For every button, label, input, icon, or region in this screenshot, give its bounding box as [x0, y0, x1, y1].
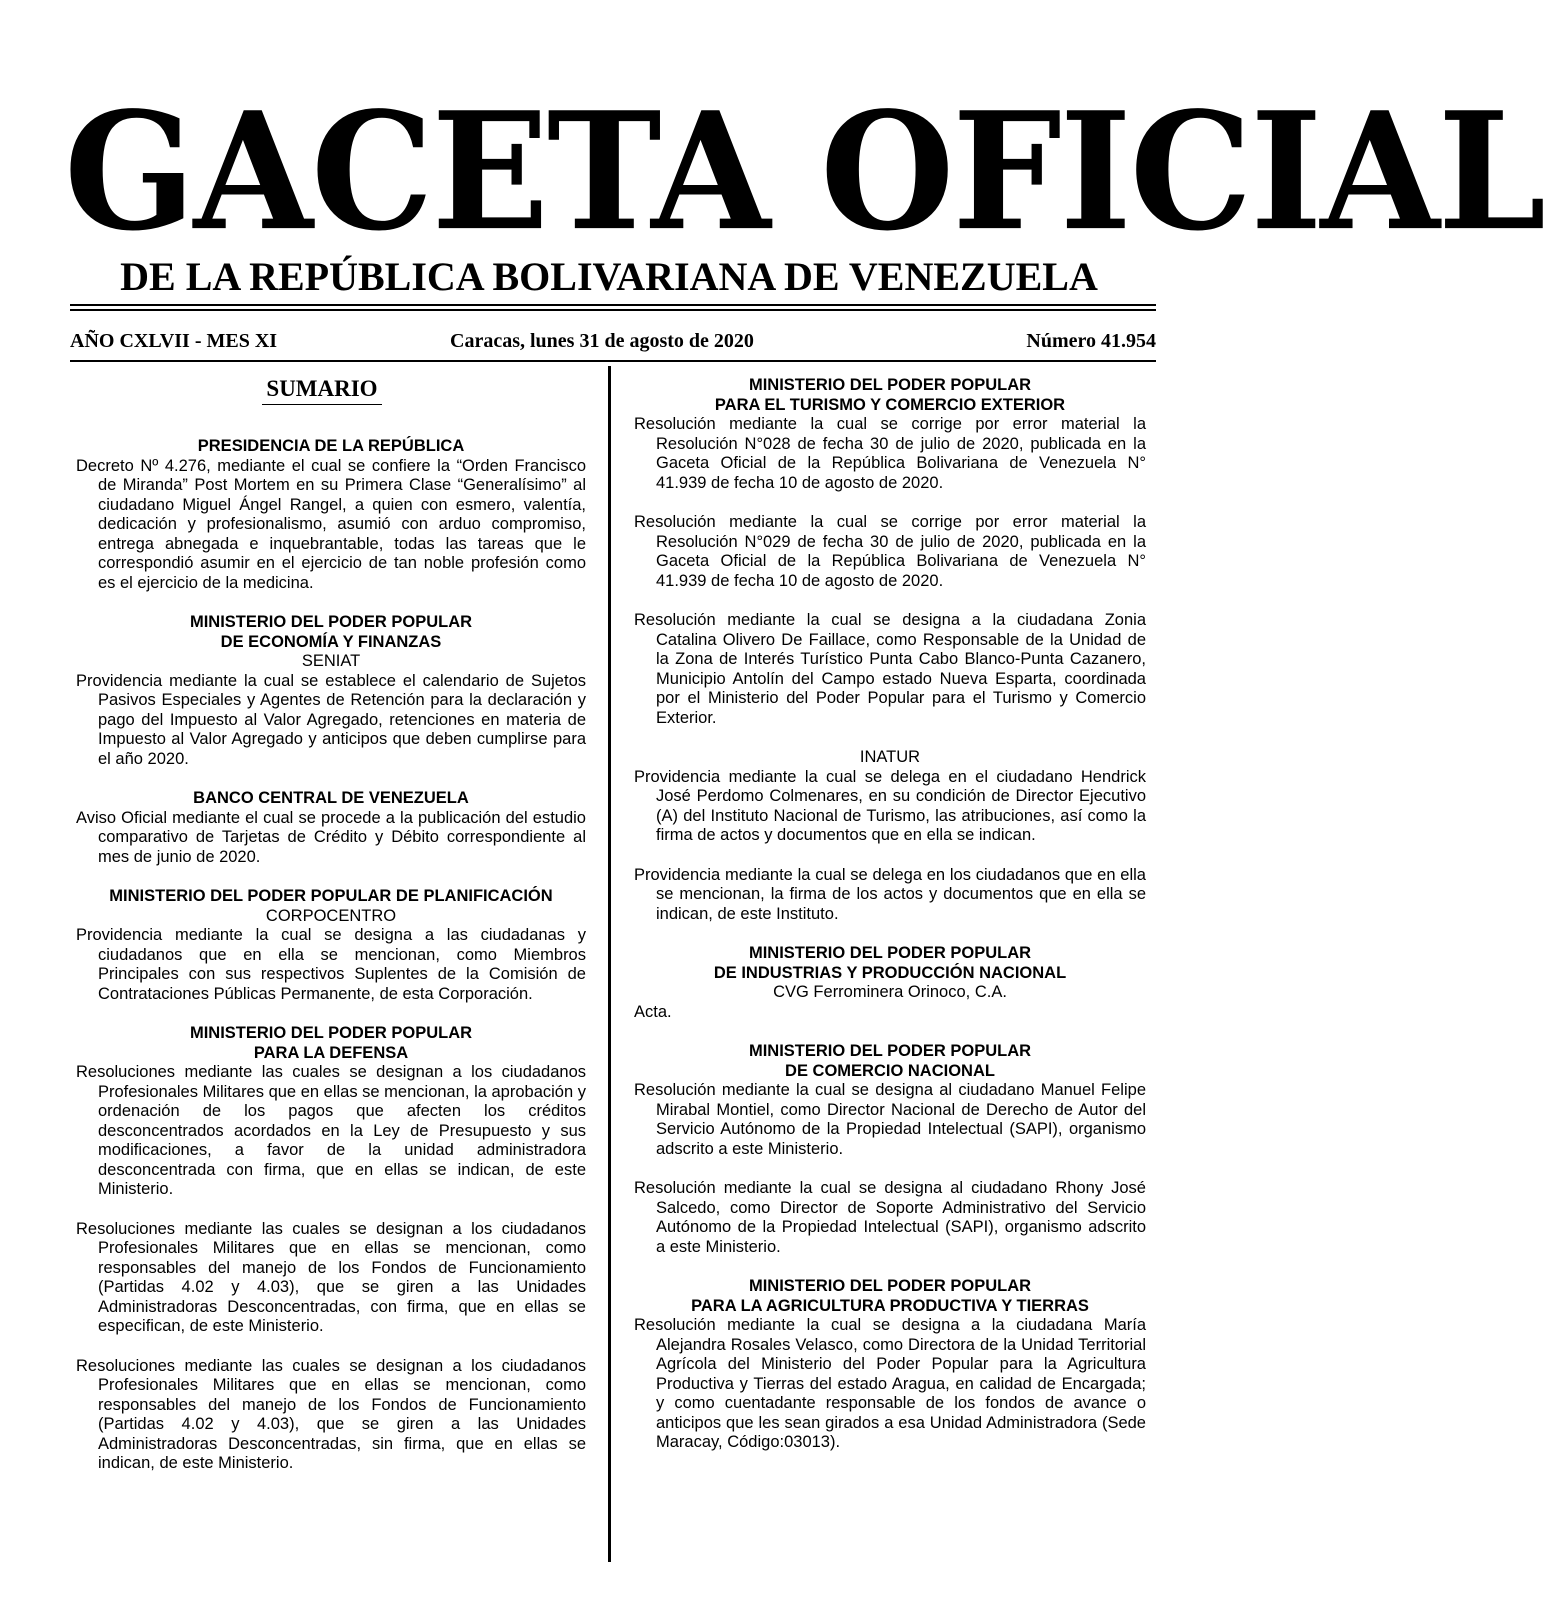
summary-entry: Providencia mediante la cual se delega en el ciudadano Hendrick José Perdomo Colmenares, en su condición de Director Ejecutivo (A) del Instituto Nacional de Turismo, las atribuciones, así como la firma de actos y documentos que en ella se indican.	[634, 767, 1146, 844]
summary-entry: Resoluciones mediante las cuales se designan a los ciudadanos Profesionales Militares que en ellas se mencionan, la aprobación y ordenación de los pagos que afecten los créditos desconcentrados acordados en la Ley de Presupuesto y sus modificaciones, a favor de la unidad administradora desconcentrada con firma, que en ellas se indican, de este Ministerio.	[76, 1063, 586, 1198]
top-rule-double	[70, 309, 1156, 311]
summary-entry: Providencia mediante la cual se designa a las ciudadanas y ciudadanos que en ella se mencionan, como Miembros Principales con sus respectivos Suplentes de la Comisión de Contrataciones Públicas Permanente, de esta Corporación.	[76, 926, 586, 1003]
section-subheading: SENIAT	[301, 652, 361, 670]
summary-entry: Aviso Oficial mediante el cual se procede a la publicación del estudio comparativo de Tarjetas de Crédito y Débito correspondiente al mes de junio de 2020.	[76, 808, 586, 866]
right-column	[634, 376, 1146, 1453]
summary-entry: Resoluciones mediante las cuales se designan a los ciudadanos Profesionales Militares que en ellas se mencionan, como responsables del manejo de los Fondos de Funcionamiento (Partidas 4.02 y 4.03), que se giren a las Unidades Administradoras Desconcentradas, sin firma, que en ellas se indican, de este Ministerio.	[76, 1356, 586, 1472]
section-heading: PARA LA AGRICULTURA PRODUCTIVA Y TIERRAS	[691, 1296, 1089, 1315]
section-heading: PRESIDENCIA DE LA REPÚBLICA	[197, 437, 465, 455]
summary-entry: Providencia mediante la cual se delega en los ciudadanos que en ella se mencionan, la firma de los actos y documentos que en ella se indican, de este Instituto.	[634, 865, 1146, 923]
section-heading: PARA EL TURISMO Y COMERCIO EXTERIOR	[714, 395, 1066, 414]
summary-entry: Resolución mediante la cual se corrige por error material la Resolución N°028 de fecha 30 de julio de 2020, publicada en la Gaceta Oficial de la República Bolivariana de Venezuela N° 41.939 de fecha 10 de agosto de 2020.	[634, 415, 1146, 492]
section-heading: MINISTERIO DEL PODER POPULAR DE PLANIFICACIÓN	[109, 887, 553, 905]
section-heading: MINISTERIO DEL PODER POPULAR	[748, 1042, 1032, 1060]
section-heading: DE COMERCIO NACIONAL	[785, 1061, 995, 1080]
section-heading: MINISTERIO DEL PODER POPULAR	[748, 1277, 1032, 1295]
issue-number: Número 41.954	[1026, 330, 1156, 352]
column-divider	[608, 366, 611, 1562]
section-heading: DE ECONOMÍA Y FINANZAS	[220, 632, 442, 651]
section-subheading: CORPOCENTRO	[265, 906, 397, 925]
issue-line	[70, 330, 1156, 358]
issue-rule	[70, 360, 1156, 362]
issue-year-month: AÑO CXLVII - MES XI	[70, 330, 278, 352]
summary-entry: Resoluciones mediante las cuales se designan a los ciudadanos Profesionales Militares que en ellas se mencionan, como responsables del manejo de los Fondos de Funcionamiento (Partidas 4.02 y 4.03), que se giren a las Unidades Administradoras Desconcentradas, con firma, que en ellas se especifican, de este Ministerio.	[76, 1219, 586, 1335]
section-heading: DE INDUSTRIAS Y PRODUCCIÓN NACIONAL	[713, 963, 1067, 982]
masthead-title: GACETA OFICIAL	[64, 76, 1544, 267]
section-heading: MINISTERIO DEL PODER POPULAR	[189, 1024, 473, 1042]
left-column	[76, 376, 586, 1474]
section-heading: MINISTERIO DEL PODER POPULAR	[748, 944, 1032, 962]
summary-entry: Decreto Nº 4.276, mediante el cual se confiere la “Orden Francisco de Miranda” Post Mortem en su Primera Clase “Generalísimo” al ciudadano Miguel Ángel Rangel, a quien con esmero, valentía, dedicación y profesionalismo, asumió con arduo compromiso, entrega abnegada e inquebrantable, todas las tareas que le correspondió asumir en el ejercicio de tan noble profesión como es el ejercicio de la medicina.	[76, 456, 586, 592]
summary-entry: Resolución mediante la cual se designa al ciudadano Manuel Felipe Mirabal Montiel, como Director Nacional de Derecho de Autor del Servicio Autónomo de la Propiedad Intelectual (SAPI), organismo adscrito a este Ministerio.	[634, 1081, 1146, 1158]
summary-entry: Acta.	[634, 1002, 672, 1021]
summary-entry: Providencia mediante la cual se establece el calendario de Sujetos Pasivos Especiales y Agentes de Retención para la declaración y pago del Impuesto al Valor Agregado, retenciones en materia de Impuesto al Valor Agregado y anticipos que deben cumplirse para el año 2020.	[76, 671, 586, 768]
section-subheading: CVG Ferrominera Orinoco, C.A.	[773, 983, 1007, 1001]
masthead	[64, 76, 1544, 299]
section-heading: MINISTERIO DEL PODER POPULAR	[748, 376, 1032, 394]
section-subheading: INATUR	[859, 748, 921, 766]
issue-place-date: Caracas, lunes 31 de agosto de 2020	[450, 330, 754, 352]
section-heading: PARA LA DEFENSA	[253, 1043, 409, 1062]
section-heading: MINISTERIO DEL PODER POPULAR	[189, 613, 473, 631]
summary-entry: Resolución mediante la cual se designa al ciudadano Rhony José Salcedo, como Director de Soporte Administrativo del Servicio Autónomo de la Propiedad Intelectual (SAPI), organismo adscrito a este Ministerio.	[634, 1179, 1146, 1256]
summary-entry: Resolución mediante la cual se designa a la ciudadana María Alejandra Rosales Velasco, como Directora de la Unidad Territorial Agrícola del Ministerio del Poder Popular para la Agricultura Productiva y Tierras del estado Aragua, en calidad de Encargada; y como cuentadante responsable de los fondos de avance o anticipos que les sean girados a esa Unidad Administradora (Sede Maracay, Código:03013).	[634, 1316, 1146, 1451]
section-heading: BANCO CENTRAL DE VENEZUELA	[193, 789, 469, 807]
summary-entry: Resolución mediante la cual se designa a la ciudadana Zonia Catalina Olivero De Faillace, como Responsable de la Unidad de la Zona de Interés Turístico Punta Cabo Blanco-Punta Cazanero, Municipio Antolín del Campo estado Nueva Esparta, coordinada por el Ministerio del Poder Popular para el Turismo y Comercio Exterior.	[634, 611, 1146, 727]
masthead-subtitle: DE LA REPÚBLICA BOLIVARIANA DE VENEZUELA	[120, 254, 1098, 299]
sumario-heading: SUMARIO	[262, 376, 382, 405]
top-rule	[70, 304, 1156, 306]
summary-entry: Resolución mediante la cual se corrige por error material la Resolución N°029 de fecha 30 de julio de 2020, publicada en la Gaceta Oficial de la República Bolivariana de Venezuela N° 41.939 de fecha 10 de agosto de 2020.	[634, 513, 1146, 590]
